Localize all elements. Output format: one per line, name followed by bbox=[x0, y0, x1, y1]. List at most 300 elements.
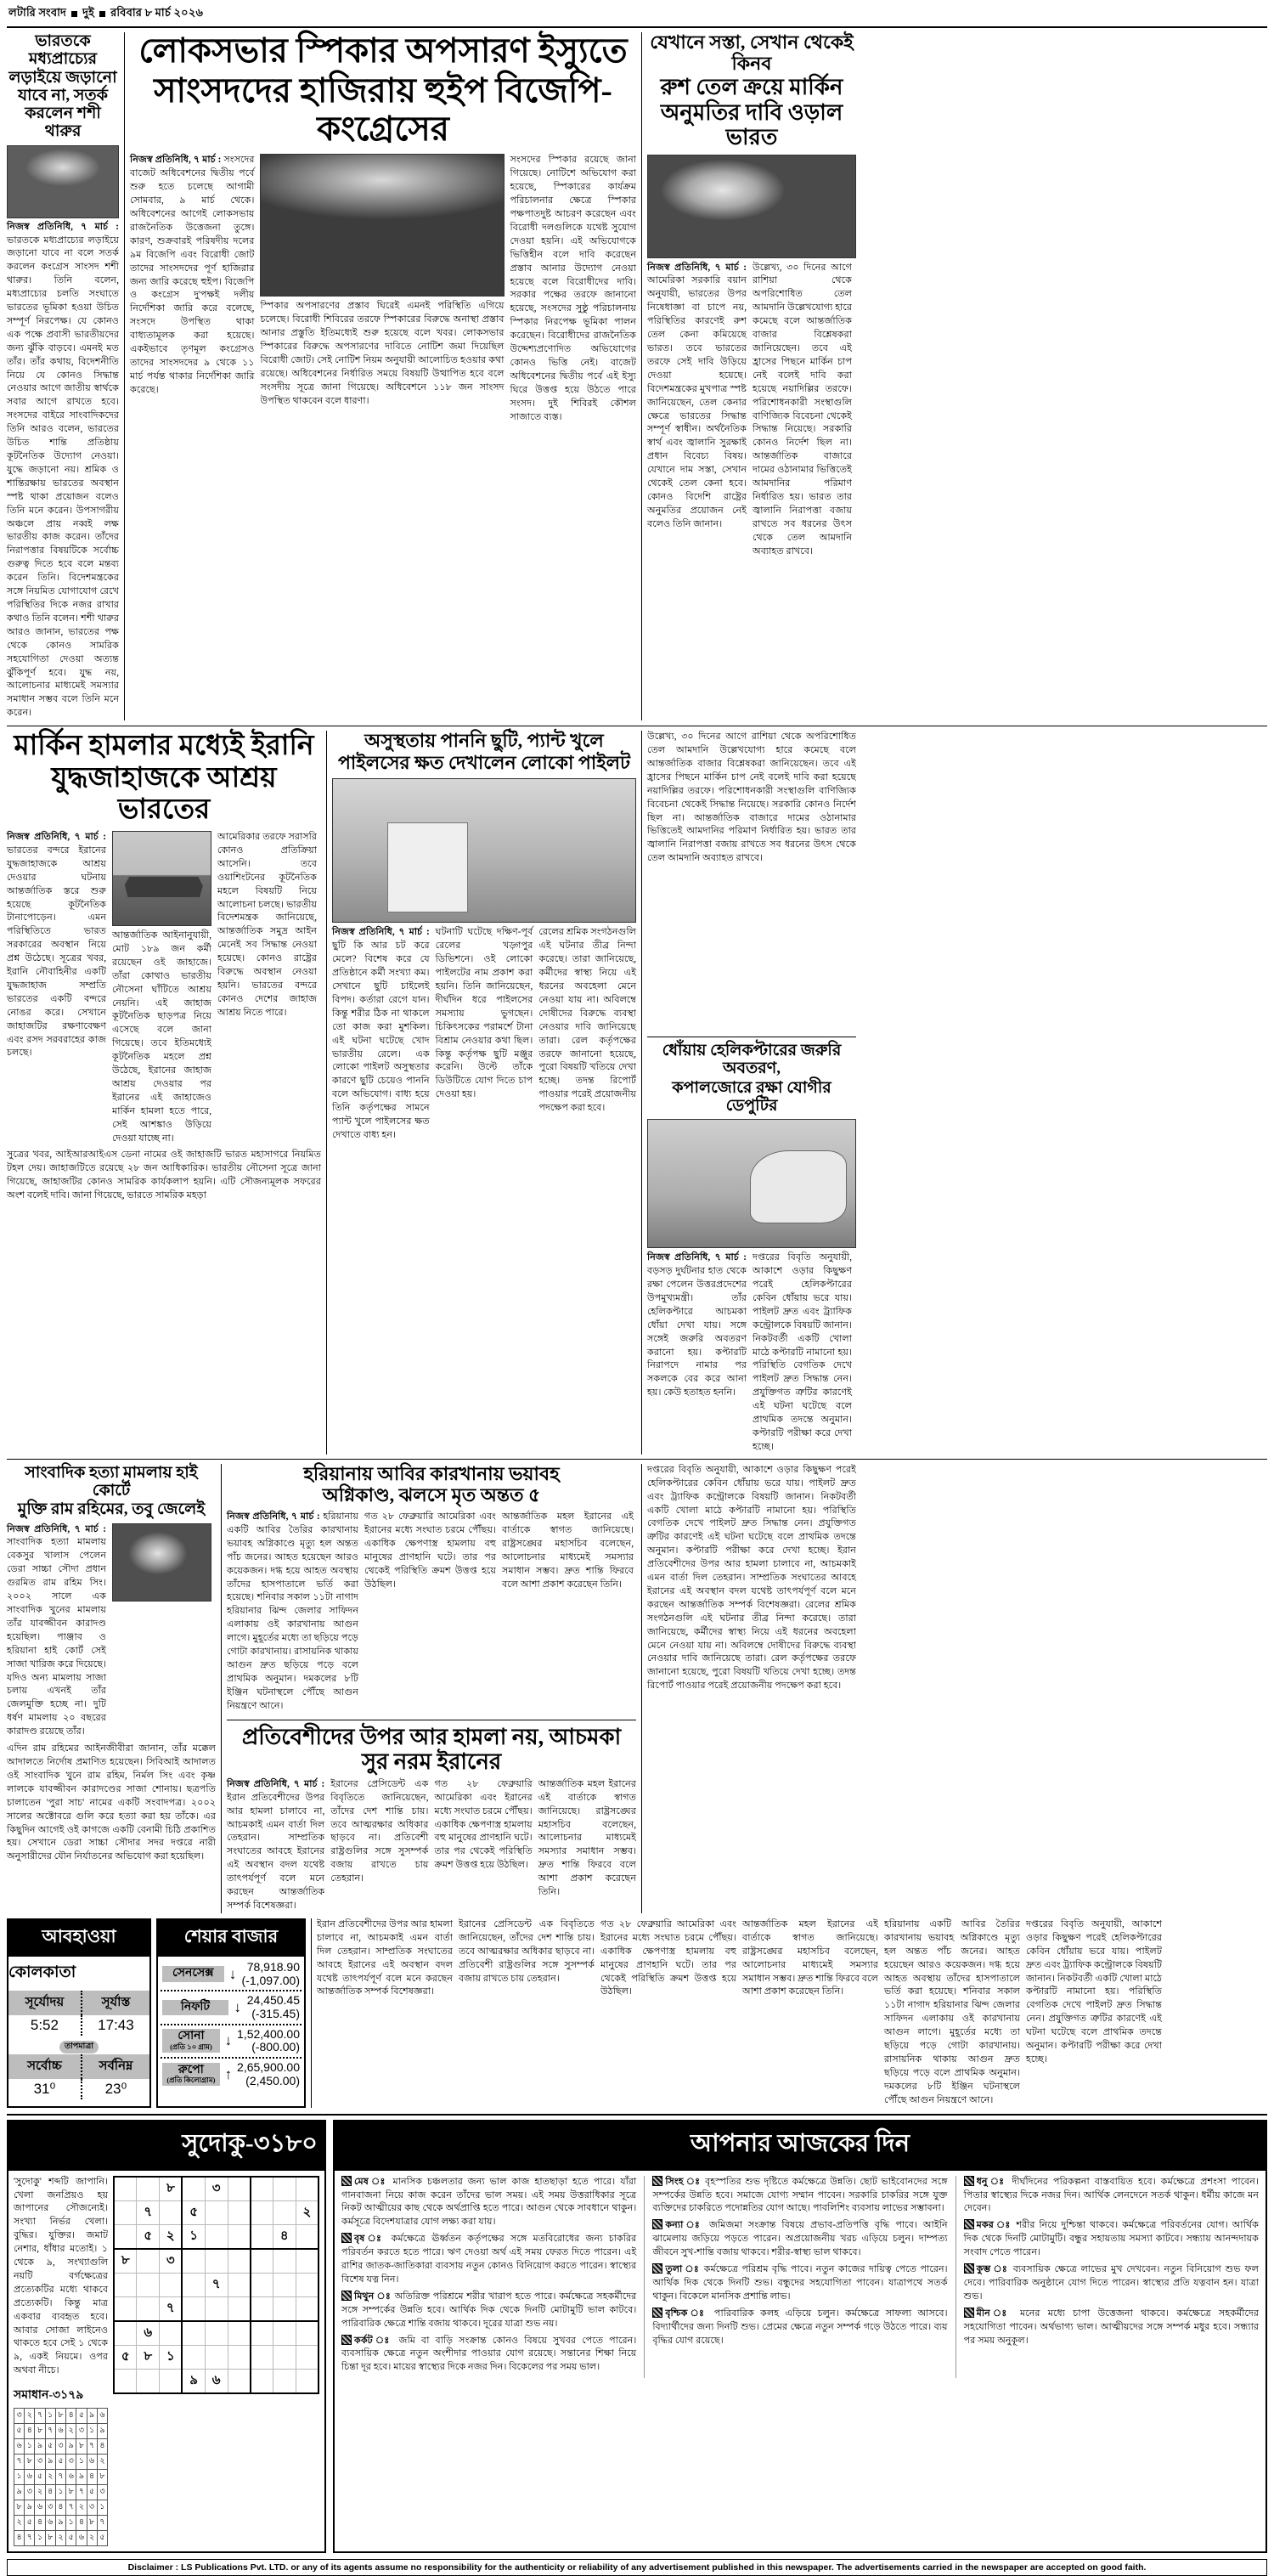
iranship-col-3: আমেরিকার তরফে সরাসরি কোনও প্রতিক্রিয়া আসেনি। তবে ওয়াশিংটনের কূটনৈতিক মহলে বিষয়টি নিয়ে আলোচনা চলছে। ভারতীয় বিদেশমন্ত্রক জানিয়েছে, আন্তর্জাতিক সমুদ্র আইন মেনেই সব সিদ্ধান্ত নেওয়া হয়েছে। কোনও রাষ্ট্রের বিরুদ্ধে অবস্থান নেওয়া হয়নি। ভারতের বন্দরে কোনও দেশের জাহাজ আশ্রয় নিতে পারে। bbox=[217, 831, 317, 1018]
sudoku-cell-6-8[interactable] bbox=[273, 2296, 296, 2321]
solution-cell-6-3: ২ bbox=[35, 2485, 45, 2500]
cont-col-1: ইরান প্রতিবেশীদের উপর আর হামলা চালাবে না, আচমকাই এমন বার্তা দিল তেহরান। সাম্প্রতিক সংঘাতের আবহে ইরানের এই অবস্থান বদল যথেষ্ট তাৎপর্যপূর্ণ বলে মনে করছেন আন্তর্জাতিক সম্পর্ক বিশেষজ্ঞরা। bbox=[317, 1918, 453, 1997]
cont-col-4: আন্তর্জাতিক মহল ইরানের এই বার্তাকে স্বাগত জানিয়েছে। রাষ্ট্রসঙ্ঘের মহাসচিব বলেছেন, আলোচনার মাধ্যমেই সমস্যার সমাধান সম্ভব। দ্রুত শান্তি ফিরবে বলে আশা প্রকাশ করেছেন তিনি। bbox=[742, 1918, 878, 1997]
sudoku-cell-2-2[interactable]: ৭ bbox=[137, 2200, 160, 2224]
solution-cell-3-4: ৫ bbox=[45, 2439, 55, 2455]
third-band bbox=[7, 1459, 1267, 1913]
sudoku-cell-1-8[interactable] bbox=[273, 2177, 296, 2201]
sudoku-cell-7-2[interactable]: ৬ bbox=[137, 2321, 160, 2346]
sudoku-cell-8-2[interactable]: ৮ bbox=[137, 2345, 160, 2369]
sudoku-cell-6-1[interactable] bbox=[114, 2296, 137, 2321]
horoscope-sign-name: সিংহ ঃ bbox=[665, 2176, 706, 2187]
solution-cell-6-7: ৭ bbox=[76, 2485, 87, 2500]
sudoku-cell-2-4[interactable]: ৫ bbox=[182, 2200, 205, 2224]
sudoku-puzzle-wrap[interactable] bbox=[113, 2176, 319, 2547]
sudoku-cell-1-5[interactable]: ৩ bbox=[205, 2177, 228, 2201]
sudoku-cell-9-3[interactable] bbox=[160, 2369, 183, 2393]
horoscope-sign-name: বৃষ ঃ bbox=[354, 2234, 392, 2245]
solution-cell-1-5: ৮ bbox=[55, 2409, 65, 2424]
zodiac-sign-icon bbox=[964, 2219, 974, 2229]
solution-cell-8-9: ৭ bbox=[97, 2516, 107, 2531]
solution-cell-7-6: ৭ bbox=[66, 2500, 76, 2516]
solution-cell-2-2: ৪ bbox=[25, 2424, 35, 2439]
sudoku-cell-4-2[interactable] bbox=[137, 2249, 160, 2274]
max-temp-value: 31⁰ bbox=[33, 2080, 56, 2097]
sudoku-cell-6-3[interactable]: ৭ bbox=[160, 2296, 183, 2321]
horoscope-sign-text: শরীর নিয়ে দুশ্চিন্তা থাকবে। কর্মক্ষেত্রে পরিবর্তনের যোগ। আর্থিক দিক থেকে দিনটি মোটামুটি। বন্ধুর সহায়তায় সমস্যা কাটবে। সন্ধ্যায় আনন্দদায়ক সংবাদ পেতে পারেন। bbox=[963, 2220, 1259, 2258]
solution-cell-4-4: ৯ bbox=[45, 2455, 55, 2470]
solution-cell-8-7: ৪ bbox=[76, 2516, 87, 2531]
sudoku-cell-1-7[interactable] bbox=[251, 2177, 273, 2201]
sudoku-cell-6-5[interactable] bbox=[205, 2296, 228, 2321]
sudoku-cell-1-2[interactable] bbox=[137, 2177, 160, 2201]
horoscope-entry-বৃষ bbox=[341, 2233, 636, 2287]
sudoku-cell-9-6[interactable] bbox=[228, 2369, 251, 2393]
oil-byline: নিজস্ব প্রতিনিধি, ৭ মার্চ : bbox=[647, 262, 747, 273]
iran-softer-columns bbox=[227, 1778, 636, 1913]
solution-cell-3-8: ৭ bbox=[87, 2439, 97, 2455]
market-value-nifty: 24,450.45 (-315.45) bbox=[246, 1993, 300, 2020]
sudoku-cell-4-9[interactable] bbox=[296, 2249, 318, 2274]
horoscope-sign-text: অতিরিক্ত পরিশ্রমে শরীর খারাপ হতে পারে। কর্মক্ষেত্রে সহকর্মীদের সঙ্গে সম্পর্কের উন্নতি হবে। আর্থিক দিক থেকে দিনটি মোটামুটি ভাল কাটবে। পারিবারিক ক্ষেত্রে শান্তি বজায় থাকবে। দূরের যাত্রা শুভ নয়। bbox=[341, 2291, 637, 2329]
main-lead-col2-text: স্পিকার অপসারণের প্রস্তাব ঘিরেই এমনই পরিস্থিতি এগিয়ে চলেছে। বিরোধী শিবিরের তরফে স্পিকারের বিরুদ্ধে অনাস্থা প্রস্তাব আনার প্রস্তুতি ইতিমধ্যেই শুরু হয়েছে বলে খবর। লোকসভার স্পিকারের বিরুদ্ধে অপসারণের দাবিতে নোটিশ জমা দিয়েছিল বিরোধী জোট। সেই নোটিশ নিয়ম অনুযায়ী আলোচিত হওয়ার কথা রয়েছে। অধিবেশনের নির্ধারিত সময়ে বিষয়টি উত্থাপিত হবে বলে সংসদীয় সূত্রে জানা গিয়েছে। অধিবেশনে ১১৮ জন সাংসদ উপস্থিত থাকবেন বলে ধারণা। bbox=[260, 301, 505, 406]
solution-cell-4-9: ২ bbox=[97, 2455, 107, 2470]
horoscope-sign-text: জমিজমা সংক্রান্ত বিষয়ে প্রভাব-প্রতিপত্তি বৃদ্ধি পাবে। আইনি ঝামেলায় জড়িয়ে পড়তে পারেন। অপ্রয়োজনীয় খরচ এড়িয়ে চলুন। দাম্পত্য জীবনে সুখ-শান্তি বজায় থাকবে। শরীর-স্বাস্থ্য ভাল থাকবে। bbox=[652, 2220, 948, 2258]
market-name-nifty: নিফটি bbox=[162, 2000, 228, 2016]
zodiac-sign-icon bbox=[964, 2308, 974, 2318]
main-lead-photo-wrap bbox=[260, 154, 504, 424]
solution-cell-6-1: ৯ bbox=[14, 2485, 25, 2500]
solution-cell-5-3: ৫ bbox=[35, 2470, 45, 2485]
solution-cell-7-2: ৯ bbox=[25, 2500, 35, 2516]
sudoku-cell-4-1[interactable]: ৮ bbox=[114, 2249, 137, 2274]
tharoor-text: ভারতকে মধ্যপ্রাচ্যের লড়াইয়ে জড়ানো যাবে না বলে সতর্ক করলেন কংগ্রেস সাংসদ শশী থারুর। তিনি বলেন, মধ্যপ্রাচ্যের চলতি সংঘাতে ভারতের ভূমিকা হওয়া উচিত সম্পূর্ণ নিরপেক্ষ। যে কোনও এক পক্ষে প্রবাসী ভারতীয়দের জন্য ঝুঁকি বাড়বে। এমনই মত তাঁর। তাঁর কথায়, বিদেশনীতি নিয়ে যে কোনও সিদ্ধান্ত নেওয়ার আগে জাতীয় স্বার্থকে সবার আগে রাখতে হবে। সংসদের বাইরে সাংবাদিকদের তিনি আরও বলেন, ভারতের উচিত শান্তি প্রতিষ্ঠায় কূটনৈতিক উদ্যোগ নেওয়া। যুদ্ধে জড়ানো নয়। শ্রমিক ও শান্তিরক্ষায় ভারতের অবস্থান স্পষ্ট থাকা প্রয়োজন বলেও তিনি মনে করেন। উপসাগরীয় অঞ্চলে প্রায় নব্বই লক্ষ ভারতীয় কাজ করেন। তাঁদের নিরাপত্তার বিষয়টিকে সর্বোচ্চ গুরুত্ব দিতে হবে বলে মন্তব্য করেন তিনি। বিদেশমন্ত্রকের সঙ্গে নিয়মিত যোগাযোগ রেখে পরিস্থিতির দিকে নজর রাখার কথাও তিনি বলেন। শশী থারুর আরও জানান, ভারতের পক্ষ থেকে কোনও সামরিক সহযোগিতা দেওয়া অত্যন্ত ঝুঁকিপূর্ণ হবে। যুদ্ধ নয়, আলোচনার মাধ্যমেই সমস্যার সমাধান সম্ভব বলে তিনি মনে করেন। bbox=[7, 234, 119, 719]
zodiac-sign-icon bbox=[652, 2308, 662, 2318]
sudoku-cell-8-5[interactable] bbox=[205, 2345, 228, 2369]
solution-cell-7-4: ৩ bbox=[45, 2500, 55, 2516]
sudoku-cell-5-4[interactable] bbox=[182, 2273, 205, 2296]
min-temp-value: 23⁰ bbox=[82, 2079, 149, 2099]
solution-cell-4-7: ১ bbox=[76, 2455, 87, 2470]
market-arrow-down-icon-sensex: ↓ bbox=[228, 1965, 237, 1982]
chopper-continued bbox=[647, 1464, 856, 1913]
sudoku-title: সুদোকু-৩১৮০ bbox=[8, 2121, 324, 2171]
ramrahim-col-1 bbox=[7, 1523, 106, 1740]
oil-headline-line1: যেখানে সস্তা, সেখান থেকেই কিনব bbox=[650, 31, 854, 74]
sudoku-cell-7-8[interactable] bbox=[273, 2321, 296, 2346]
solution-cell-3-7: ৮ bbox=[76, 2439, 87, 2455]
sudoku-cell-4-3[interactable]: ৩ bbox=[160, 2249, 183, 2274]
tharoor-body bbox=[7, 221, 119, 721]
masthead-rule bbox=[7, 26, 1267, 28]
solution-cell-2-1: ৫ bbox=[14, 2424, 25, 2439]
weather-title: আবহাওয়া bbox=[8, 1920, 149, 1957]
ramrahim-col1-text: সাংবাদিক হত্যা মামলায় বেকসুর খালাস পেলেন ডেরা সাচ্চা সৌদা প্রধান গুরমিত রাম রহিম সিং। ২০০২ সালে এক সাংবাদিক খুনের মামলায় তাঁর যাবজ্জীবন কারাদণ্ড হয়েছিল। পাঞ্জাব ও হরিয়ানা হাই কোর্ট সেই সাজা খারিজ করে দিয়েছে। যদিও অন্য মামলায় সাজা চলায় এখনই তাঁর জেলমুক্তি হচ্ছে না। দুটি ধর্ষণ মামলায় ২০ বছরের কারাদণ্ড রয়েছে তাঁর। bbox=[7, 1537, 106, 1737]
sudoku-cell-8-8[interactable] bbox=[273, 2345, 296, 2369]
sudoku-cell-4-5[interactable] bbox=[205, 2249, 228, 2274]
main-headline-line1: লোকসভার স্পিকার অপসারণ ইস্যুতে bbox=[138, 31, 628, 70]
solution-cell-5-7: ৯ bbox=[76, 2470, 87, 2485]
iranship-col-4: সুত্রের খবর, আইআরআইএস ডেনা নামের ওই জাহাজটি ভারত মহাসাগরে নিয়মিত টহল দেয়। জাহাজটিতে রয়েছে ২৮ জন আধিকারিক। ভারতীয় নৌসেনা সূত্রে জানা গিয়েছে, জাহাজটির কোনও সামরিক কার্যকলাপ হয়নি। এটি সৌজন্যমূলক সফরের অংশ বলেই দাবি। জানা গিয়েছে, ভারতে সামরিক মহড়া bbox=[7, 1150, 321, 1201]
market-row-nifty bbox=[161, 1991, 302, 2025]
pilot-columns bbox=[332, 926, 636, 1143]
sudoku-cell-6-9[interactable] bbox=[296, 2296, 318, 2321]
sudoku-cell-9-2[interactable] bbox=[137, 2369, 160, 2393]
modi-photo bbox=[647, 155, 856, 258]
solution-cell-1-1: ৩ bbox=[14, 2409, 25, 2424]
pilot-col-2: ঘটনাটি ঘটেছে দক্ষিণ-পূর্ব রেলের খড়্গপুর ডিভিশনে। ওই লোকো পাইলটের নাম প্রকাশ করা হয়নি। তিনি জানিয়েছেন, দীর্ঘদিন ধরে পাইলসের সমস্যায় ভুগছেন। চিকিৎসকের পরামর্শে টানা বিশ্রাম নেওয়ার কথা ছিল। কিন্তু কর্তৃপক্ষ ছুটি মঞ্জুর করেনি। উল্টে তাঁকে ডিউটিতে যোগ দিতে চাপ দেওয়া হয়। bbox=[435, 927, 533, 1100]
main-lead-story bbox=[124, 32, 642, 720]
solution-cell-1-8: ৯ bbox=[87, 2409, 97, 2424]
horoscope-sign-text: ব্যবসায়িক ক্ষেত্রে লাভের মুখ দেখবেন। নতুন বিনিয়োগ শুভ ফল দেবে। পারিবারিক অনুষ্ঠানে যোগ দিতে পারেন। স্বাস্থ্যের প্রতি যত্নবান হন। যাত্রা শুভ। bbox=[963, 2264, 1259, 2302]
horoscope-entry-মীন bbox=[964, 2308, 1259, 2348]
tharoor-byline: নিজস্ব প্রতিনিধি, ৭ মার্চ : bbox=[7, 221, 119, 232]
solution-cell-2-9: ৯ bbox=[97, 2424, 107, 2439]
solution-cell-6-9: ৩ bbox=[97, 2485, 107, 2500]
horoscope-entry-সিংহ bbox=[652, 2176, 947, 2217]
chopper-columns bbox=[647, 1251, 856, 1455]
market-name-silver: রুপো (প্রতি কিলোগ্রাম) bbox=[162, 2063, 220, 2087]
sudoku-cell-3-6[interactable] bbox=[228, 2224, 251, 2249]
oil-col1-text: আমেরিকা সরকারি বয়ান অনুযায়ী, ভারতের উপর নিষেধাজ্ঞা বা চাপে নয়, পরিস্থিতির কারণেই রুশ তেল কেনা কমিয়েছে ভারত। তবে ভারতের তরফে সেই দাবি উড়িয়ে দেওয়া হয়েছে। বিদেশমন্ত্রকের মুখপাত্র স্পষ্ট জানিয়েছেন, তেল কেনার ক্ষেত্রে ভারতের সিদ্ধান্ত সম্পূর্ণ স্বাধীন। অর্থনৈতিক স্বার্থ এবং জ্বালানি সুরক্ষাই প্রধান বিবেচ্য বিষয়। যেখানে দাম সস্তা, সেখান থেকেই তেল কেনা হবে। কোনও বিদেশি রাষ্ট্রের অনুমতির প্রয়োজন নেই বলেও তিনি জানান। bbox=[647, 275, 747, 529]
sudoku-cell-4-4[interactable] bbox=[182, 2249, 205, 2274]
iranship-col-1 bbox=[7, 831, 106, 1146]
iran-ship-story bbox=[7, 731, 321, 1455]
market-title: শেয়ার বাজার bbox=[158, 1920, 304, 1957]
sudoku-cell-2-3[interactable] bbox=[160, 2200, 183, 2224]
solution-row bbox=[14, 2500, 108, 2516]
solution-cell-8-2: ৫ bbox=[25, 2516, 35, 2531]
solution-cell-3-1: ৬ bbox=[14, 2439, 25, 2455]
solution-cell-8-1: ২ bbox=[14, 2516, 25, 2531]
sudoku-cell-2-7[interactable] bbox=[251, 2200, 273, 2224]
horoscope-sign-name: বৃশ্চিক ঃ bbox=[665, 2308, 714, 2319]
solution-cell-9-2: ৭ bbox=[25, 2531, 35, 2546]
chopper-col-1 bbox=[647, 1251, 747, 1455]
sudoku-cell-2-1[interactable] bbox=[114, 2200, 137, 2224]
market-name-gold: সোনা (প্রতি ১০ গ্রাম) bbox=[162, 2029, 220, 2053]
solution-cell-9-9: ৫ bbox=[97, 2531, 107, 2546]
horoscope-sign-text: কর্মক্ষেত্রে পরিশ্রম বৃদ্ধি পাবে। নতুন কাজের দায়িত্ব পেতে পারেন। আর্থিক দিক থেকে দিনটি শুভ। বন্ধুদের সহযোগিতা পাবেন। যাত্রাপথে সতর্ক থাকুন। বিকেলে মানসিক প্রশান্তি লাভ। bbox=[652, 2264, 948, 2302]
main-headline-line2: সাংসদদের হাজিরায় হুইপ বিজেপি-কংগ্রেসের bbox=[154, 71, 612, 148]
oil-story bbox=[647, 32, 856, 720]
pilot-headline-line1: অসুস্থতায় পাননি ছুটি, প্যান্ট খুলে bbox=[364, 730, 604, 752]
sudoku-cell-2-9[interactable]: ২ bbox=[296, 2200, 318, 2224]
solution-cell-5-6: ৬ bbox=[66, 2470, 76, 2485]
sudoku-cell-2-8[interactable] bbox=[273, 2200, 296, 2224]
ramrahim-byline: নিজস্ব প্রতিনিধি, ৭ মার্চ : bbox=[7, 1523, 106, 1534]
infoboxes-row bbox=[7, 1918, 1267, 2108]
sudoku-cell-3-8[interactable]: ৪ bbox=[273, 2224, 296, 2249]
fire-headline-line2: অগ্নিকাণ্ড, ঝলসে মৃত অন্তত ৫ bbox=[322, 1484, 541, 1506]
zodiac-sign-icon bbox=[652, 2219, 662, 2229]
sudoku-cell-7-6[interactable] bbox=[228, 2321, 251, 2346]
sudoku-cell-8-1[interactable]: ৫ bbox=[114, 2345, 137, 2369]
fire-col-2: গত ২৮ ফেব্রুয়ারি আমেরিকা এবং ইরানের মধ্যে সংঘাত চরমে পৌঁছয়। একাধিক ক্ষেপণাস্ত্র হামলায় বহু মানুষের প্রাণহানি ঘটে। তার পর থেকেই পরিস্থিতি ক্রমশ উত্তপ্ত হয়ে উঠছিল। bbox=[364, 1511, 496, 1590]
solution-cell-7-7: ২ bbox=[76, 2500, 87, 2516]
oil-col-2: উল্লেখ্য, ৩০ দিনের আগে রাশিয়া থেকে অপরিশোধিত তেল আমদানি উল্লেখযোগ্য হারে কমেছে বলে আন্তর্জাতিক বাজার বিশ্লেষকরা জানিয়েছেন। তবে এই হ্রাসের পিছনে মার্কিন চাপ নেই বলেই দাবি করা হয়েছে নয়াদিল্লির তরফে। পরিশোধনকারী সংস্থাগুলি বাণিজ্যিক বিবেচনা থেকেই সিদ্ধান্ত নিয়েছে। সরকারি কোনও নির্দেশ ছিল না। আন্তর্জাতিক বাজারে দামের ওঠানামার ভিত্তিতেই আমদানির পরিমাণ নির্ধারিত হয়। ভারত তার জ্বালানি নিরাপত্তা বজায় রাখতে সব ধরনের উৎস থেকে তেল আমদানি অব্যাহত রাখবে। bbox=[753, 262, 852, 556]
solution-cell-9-4: ৮ bbox=[45, 2531, 55, 2546]
solution-cell-6-2: ৩ bbox=[25, 2485, 35, 2500]
solution-cell-5-1: ১ bbox=[14, 2470, 25, 2485]
sudoku-cell-9-7[interactable] bbox=[251, 2369, 273, 2393]
sudoku-row bbox=[114, 2296, 318, 2321]
sudoku-cell-3-4[interactable]: ১ bbox=[182, 2224, 205, 2249]
oil-headline-line2: রুশ তেল ক্রয়ে মার্কিন bbox=[660, 75, 843, 100]
sudoku-cell-5-1[interactable] bbox=[114, 2273, 137, 2296]
solution-cell-5-8: ৪ bbox=[87, 2470, 97, 2485]
market-value-silver: 2,65,900.00 (2,450.00) bbox=[237, 2059, 300, 2087]
masthead-separator-icon-2 bbox=[99, 11, 105, 17]
sudoku-cell-2-6[interactable] bbox=[228, 2200, 251, 2224]
sudoku-cell-9-1[interactable] bbox=[114, 2369, 137, 2393]
solution-row bbox=[14, 2424, 108, 2439]
sudoku-cell-5-5[interactable]: ৭ bbox=[205, 2273, 228, 2296]
sudoku-cell-6-6[interactable] bbox=[228, 2296, 251, 2321]
iran-softer-col-4: আন্তর্জাতিক মহল ইরানের এই বার্তাকে স্বাগত জানিয়েছে। রাষ্ট্রসঙ্ঘের মহাসচিব বলেছেন, আলোচনার মাধ্যমেই সমস্যার সমাধান সম্ভব। দ্রুত শান্তি ফিরবে বলে আশা প্রকাশ করেছেন তিনি। bbox=[538, 1778, 636, 1898]
horoscope-title: আপনার আজকের দিন bbox=[335, 2121, 1266, 2171]
sudoku-row bbox=[114, 2321, 318, 2346]
solution-cell-5-5: ৭ bbox=[55, 2470, 65, 2485]
sudoku-cell-1-1[interactable] bbox=[114, 2177, 137, 2201]
tharoor-photo bbox=[7, 145, 119, 218]
solution-cell-8-4: ৬ bbox=[45, 2516, 55, 2531]
market-arrow-up-icon-silver: ↑ bbox=[224, 2065, 233, 2082]
tharoor-story bbox=[7, 32, 119, 720]
sudoku-cell-4-6[interactable] bbox=[228, 2249, 251, 2274]
horoscope-entry-বৃশ্চিক bbox=[652, 2308, 947, 2348]
fire-col1-text: হরিয়ানায় একটি আবির তৈরির কারখানায় ভয়াবহ অগ্নিকাণ্ডে মৃত্যু হল অন্তত পাঁচ জনের। আহত হয়েছেন আরও কয়েকজন। দগ্ধ হয়ে আহত অবস্থায় তাঁদের হাসপাতালে ভর্তি করা হয়েছে। শনিবার সকাল ১১টা নাগাদ হরিয়ানার ঝিন্দ জেলার সাফিদন এলাকায় ওই কারখানায় আগুন লাগে। মুহূর্তের মধ্যে তা ছড়িয়ে পড়ে গোটা কারখানায়। রাসায়নিক থাকায় আগুন দ্রুত ছড়িয়ে পড়ে বলে প্রাথমিক অনুমান। দমকলের ৮টি ইঞ্জিন ঘটনাস্থলে পৌঁছে আগুন নিয়ন্ত্রণে আনে। bbox=[227, 1511, 358, 1711]
solution-cell-7-8: ৩ bbox=[87, 2500, 97, 2516]
solution-cell-6-6: ৮ bbox=[66, 2485, 76, 2500]
main-lead-col-1 bbox=[130, 154, 254, 424]
market-name-sensex: সেনসেক্স bbox=[162, 1966, 224, 1982]
fire-columns bbox=[227, 1511, 636, 1714]
ramrahim-columns bbox=[7, 1523, 216, 1740]
horoscope-sign-name: ধনু ঃ bbox=[976, 2176, 1012, 2187]
sudoku-cell-3-3[interactable]: ২ bbox=[160, 2224, 183, 2249]
sudoku-left-col bbox=[14, 2176, 108, 2547]
sudoku-cell-9-4[interactable]: ৯ bbox=[182, 2369, 205, 2393]
solution-cell-4-3: ৩ bbox=[35, 2455, 45, 2470]
main-lead-col1-text: সংসদের বাজেট অধিবেশনের দ্বিতীয় পর্বে শুরু হতে চলেছে আগামী সোমবার, ৯ মার্চ থেকে। অধিবেশনের আগেই লোকসভায় রাজনৈতিক উত্তেজনা তুঙ্গে। কারণ, শুক্রবারই পরিষদীয় দলের ৯ম বিজেপি এবং বিরোধী জোট তাদের সাংসদদের পূর্ণ হাজিরার জন্য জারি করেছে হুইপ। বিজেপি ও কংগ্রেস দু'পক্ষই দলীয় নির্দেশিকা জারি করে বলেছে, সংসদে উপস্থিত থাকা বাধ্যতামূলক করা হয়েছে। একইভাবে তৃণমূল কংগ্রেসও তাদের সাংসদদের ৯ থেকে ১১ মার্চ পর্যন্ত থাকার নির্দেশিকা জারি করেছে। bbox=[130, 155, 255, 395]
horoscope-entry-মকর bbox=[964, 2219, 1259, 2260]
market-arrow-down-icon-nifty: ↓ bbox=[234, 1998, 242, 2015]
weather-box bbox=[7, 1918, 151, 2108]
min-temp-label: সর্বনিম্ন bbox=[82, 2054, 149, 2079]
chopper-story bbox=[647, 731, 856, 1455]
solution-cell-4-1: ৭ bbox=[14, 2455, 25, 2470]
sudoku-cell-8-9[interactable] bbox=[296, 2345, 318, 2369]
horoscope-col-1 bbox=[341, 2176, 636, 2379]
temperature-chip: তাপমাত্রা bbox=[59, 2041, 99, 2053]
sudoku-cell-3-1[interactable] bbox=[114, 2224, 137, 2249]
solution-cell-1-7: ৫ bbox=[76, 2409, 87, 2424]
sudoku-puzzle-grid[interactable] bbox=[113, 2176, 319, 2394]
sudoku-cell-5-3[interactable] bbox=[160, 2273, 183, 2296]
paper-name: লটারি সংবাদ bbox=[8, 6, 67, 19]
solution-row bbox=[14, 2409, 108, 2424]
solution-cell-4-2: ৮ bbox=[25, 2455, 35, 2470]
zodiac-sign-icon bbox=[341, 2233, 352, 2243]
main-lead-columns bbox=[130, 154, 636, 424]
pilot-col-1 bbox=[332, 926, 430, 1143]
solution-cell-1-2: ২ bbox=[25, 2409, 35, 2424]
horoscope-entry-তুলা bbox=[652, 2263, 947, 2304]
sudoku-cell-7-3[interactable] bbox=[160, 2321, 183, 2346]
horoscope-box bbox=[333, 2120, 1267, 2554]
sudoku-cell-5-2[interactable] bbox=[137, 2273, 160, 2296]
sudoku-cell-6-4[interactable] bbox=[182, 2296, 205, 2321]
horoscope-sign-text: পারিবারিক কলহ এড়িয়ে চলুন। কর্মক্ষেত্রে সাফল্য আসবে। বিদ্যার্থীদের জন্য দিনটি শুভ। প্রেমের ক্ষেত্রে নতুন সম্পর্ক গড়ে উঠতে পারে। ব্যয় বৃদ্ধির যোগ রয়েছে। bbox=[652, 2308, 948, 2346]
solution-cell-8-6: ১ bbox=[66, 2516, 76, 2531]
sudoku-cell-6-2[interactable] bbox=[137, 2296, 160, 2321]
solution-cell-1-3: ৭ bbox=[35, 2409, 45, 2424]
iran-softer-col1-text: ইরান প্রতিবেশীদের উপর আর হামলা চালাবে না, আচমকাই এমন বার্তা দিল তেহরান। সাম্প্রতিক সংঘাতের আবহে ইরানের এই অবস্থান বদল যথেষ্ট তাৎপর্যপূর্ণ বলে মনে করছেন আন্তর্জাতিক সম্পর্ক বিশেষজ্ঞরা। bbox=[227, 1792, 325, 1911]
iranship-col2-text: আন্তর্জাতিক আইনানুযায়ী, মোট ১৮৯ জন কর্মী রয়েছেন ওই জাহাজে। তাঁরা কোথাও ভারতীয় নৌসেনা ঘাঁটিতে আশ্রয় নেয়নি। এই জাহাজ কূটনৈতিক ছাড়পত্র নিয়ে এসেছে বলে জানা গিয়েছে। তবে ইতিমধ্যেই কূটনৈতিক মহলে প্রশ্ন উঠেছে, ইরানের জাহাজ আশ্রয় দেওয়ার পর ইরানের এই জাহাজেও মার্কিন হামলা হতে পারে, সেই আশঙ্কাও উড়িয়ে দেওয়া যাচ্ছে না। bbox=[112, 929, 211, 1144]
sudoku-cell-3-9[interactable] bbox=[296, 2224, 318, 2249]
sudoku-cell-1-6[interactable] bbox=[228, 2177, 251, 2201]
solution-cell-7-5: ৪ bbox=[55, 2500, 65, 2516]
sudoku-cell-4-7[interactable] bbox=[251, 2249, 273, 2274]
solution-cell-2-6: ২ bbox=[66, 2424, 76, 2439]
solution-cell-5-4: ২ bbox=[45, 2470, 55, 2485]
sudoku-cell-8-6[interactable] bbox=[228, 2345, 251, 2369]
market-rows bbox=[158, 1957, 304, 2092]
horoscope-sign-text: বৃহস্পতির শুভ দৃষ্টিতে কর্মক্ষেত্রে উন্নতি। ছোট ভাইবোনদের সঙ্গে সম্পর্কের উন্নতি হবে। সমাজে যোগ্য সম্মান পাবেন। সরকারি চাকরির সঙ্গে যুক্ত ব্যক্তিদের চাকরিতে পদোন্নতির যোগ আছে। পাবলিশিং ব্যবসায় লাভের সম্ভাবনা। bbox=[652, 2176, 948, 2214]
sudoku-cell-9-5[interactable]: ৬ bbox=[205, 2369, 228, 2393]
horoscope-sign-text: জমি বা বাড়ি সংক্রান্ত কোনও বিষয়ে সুখবর পেতে পারেন। ব্যবসায়িক ক্ষেত্রে নতুন অংশীদার পাওয়ার যোগ রয়েছে। সন্তানের শিক্ষা নিয়ে চিন্তা দূর হবে। মায়ের স্বাস্থ্যের দিকে নজর দিন। বিকেলের পর সময় ভাল। bbox=[341, 2335, 637, 2373]
sudoku-cell-2-5[interactable] bbox=[205, 2200, 228, 2224]
solution-row bbox=[14, 2439, 108, 2455]
solution-cell-8-3: ৪ bbox=[35, 2516, 45, 2531]
bottom-continuation bbox=[311, 1918, 1267, 2108]
horoscope-sign-name: তুলা ঃ bbox=[665, 2264, 704, 2275]
iranship-col1-text: ভারতের বন্দরে ইরানের যুদ্ধজাহাজকে আশ্রয় দেওয়ার ঘটনায় আন্তর্জাতিক স্তরে শুরু হয়েছে কূটনৈতিক টানাপোড়েন। এমন পরিস্থিতিতে ভারত সরকারের অবস্থান নিয়ে প্রশ্ন উঠেছে। সূত্রের খবর, ইরানি নৌবাহিনীর একটি যুদ্ধজাহাজ সম্প্রতি ভারতের একটি বন্দরে নোঙর করে। সেখানে জাহাজটির রক্ষণাবেক্ষণ এবং রসদ সরবরাহের কাজ চলছে। bbox=[7, 845, 106, 1059]
warship-photo bbox=[112, 831, 211, 926]
weather-city: কোলকাতা bbox=[8, 1963, 76, 1981]
sudoku-cell-9-8[interactable] bbox=[273, 2369, 296, 2393]
ramrahim-col-2 bbox=[112, 1523, 211, 1740]
sudoku-cell-7-4[interactable] bbox=[182, 2321, 205, 2346]
sudoku-cell-4-8[interactable] bbox=[273, 2249, 296, 2274]
sudoku-cell-5-9[interactable] bbox=[296, 2273, 318, 2296]
zodiac-sign-icon bbox=[964, 2176, 974, 2186]
solution-cell-6-4: ৪ bbox=[45, 2485, 55, 2500]
horoscope-sign-text: মনের মধ্যে চাপা উত্তেজনা থাকবে। কর্মক্ষেত্রে সহকর্মীদের সহযোগিতা পাবেন। অর্থভাগ্য ভাল। আত্মীয়দের সঙ্গে সম্পর্ক মধুর হবে। সন্ধ্যার পর সময় অনুকূল। bbox=[963, 2308, 1259, 2346]
sunrise-value: 5:52 bbox=[30, 2016, 59, 2033]
puzzle-horoscope-band bbox=[7, 2114, 1267, 2554]
sudoku-cell-7-9[interactable] bbox=[296, 2321, 318, 2346]
sudoku-cell-3-5[interactable] bbox=[205, 2224, 228, 2249]
sudoku-cell-7-1[interactable] bbox=[114, 2321, 137, 2346]
pilot-byline: নিজস্ব প্রতিনিধি, ৭ মার্চ : bbox=[332, 927, 430, 938]
solution-cell-2-3: ৮ bbox=[35, 2424, 45, 2439]
sudoku-cell-6-7[interactable] bbox=[251, 2296, 273, 2321]
sudoku-row bbox=[114, 2369, 318, 2393]
weather-table bbox=[8, 1991, 149, 2099]
sudoku-cell-5-8[interactable] bbox=[273, 2273, 296, 2296]
solution-cell-9-6: ৫ bbox=[66, 2531, 76, 2546]
sudoku-cell-8-4[interactable] bbox=[182, 2345, 205, 2369]
solution-cell-4-5: ৫ bbox=[55, 2455, 65, 2470]
iranship-byline: নিজস্ব প্রতিনিধি, ৭ মার্চ : bbox=[7, 831, 106, 842]
solution-cell-6-5: ১ bbox=[55, 2485, 65, 2500]
oil-col-1 bbox=[647, 262, 747, 559]
sudoku-cell-1-3[interactable]: ৮ bbox=[160, 2177, 183, 2201]
sudoku-cell-8-3[interactable]: ১ bbox=[160, 2345, 183, 2369]
sudoku-cell-1-4[interactable] bbox=[182, 2177, 205, 2201]
horoscope-sign-name: মকর ঃ bbox=[976, 2220, 1017, 2231]
chopper-headline-line2: কপালজোরে রক্ষা যোগীর ডেপুটির bbox=[672, 1078, 831, 1115]
sudoku-box bbox=[7, 2120, 326, 2554]
zodiac-sign-icon bbox=[341, 2176, 352, 2186]
sudoku-body bbox=[8, 2171, 324, 2552]
pilot-photo bbox=[332, 778, 636, 923]
sunrise-label: সূর্যোদয় bbox=[8, 1991, 82, 2015]
sudoku-solution-label: সমাধান-৩১৭৯ bbox=[14, 2389, 84, 2403]
iranship-columns bbox=[7, 831, 321, 1146]
cont-col-3: গত ২৮ ফেব্রুয়ারি আমেরিকা এবং ইরানের মধ্যে সংঘাত চরমে পৌঁছয়। একাধিক ক্ষেপণাস্ত্র হামলায় বহু মানুষের প্রাণহানি ঘটে। তার পর থেকেই পরিস্থিতি ক্রমশ উত্তপ্ত হয়ে উঠছিল। bbox=[600, 1918, 736, 1997]
solution-cell-2-8: ১ bbox=[87, 2424, 97, 2439]
oil-headline-line3: অনুমতির দাবি ওড়াল ভারত bbox=[660, 100, 843, 150]
pilot-col-3: রেলের শ্রমিক সংগঠনগুলি এই ঘটনার তীব্র নিন্দা করেছে। তারা জানিয়েছে, কর্মীদের স্বাস্থ্য নিয়ে এই ধরনের অবহেলা মেনে নেওয়া যায় না। অবিলম্বে দোষীদের বিরুদ্ধে ব্যবস্থা নেওয়ার দাবি জানিয়েছে তারা। রেল কর্তৃপক্ষের তরফে জানানো হয়েছে, পুরো বিষয়টি খতিয়ে দেখা হচ্ছে। তদন্ত রিপোর্ট পাওয়ার পরেই প্রয়োজনীয় পদক্ষেপ করা হবে। bbox=[538, 927, 637, 1114]
solution-row bbox=[14, 2516, 108, 2531]
horoscope-entry-ধনু bbox=[964, 2176, 1259, 2217]
tharoor-headline: ভারতকে মধ্যপ্রাচ্যের লড়াইয়ে জড়ানো যাবে না, সতর্ক করলেন শশী থারুর bbox=[8, 32, 117, 141]
solution-cell-1-6: ৪ bbox=[66, 2409, 76, 2424]
sudoku-cell-5-7[interactable] bbox=[251, 2273, 273, 2296]
parliament-photo bbox=[260, 154, 504, 297]
sudoku-row bbox=[114, 2200, 318, 2224]
market-box bbox=[156, 1918, 306, 2108]
zodiac-sign-icon bbox=[341, 2291, 352, 2301]
sunset-label: সূর্যাস্ত bbox=[82, 1991, 149, 2015]
sudoku-cell-1-9[interactable] bbox=[296, 2177, 318, 2201]
solution-cell-6-8: ৫ bbox=[87, 2485, 97, 2500]
horoscope-entry-কুম্ভ bbox=[964, 2263, 1259, 2304]
top-band bbox=[7, 32, 1267, 720]
horoscope-sign-name: কুম্ভ ঃ bbox=[976, 2264, 1013, 2275]
fire-col-1 bbox=[227, 1511, 358, 1714]
horoscope-sign-name: মেষ ঃ bbox=[354, 2176, 393, 2187]
iran-softer-col-3: গত ২৮ ফেব্রুয়ারি আমেরিকা এবং ইরানের মধ্যে সংঘাত চরমে পৌঁছয়। একাধিক ক্ষেপণাস্ত্র হামলায় বহু মানুষের প্রাণহানি ঘটে। তার পর থেকেই পরিস্থিতি ক্রমশ উত্তপ্ত হয়ে উঠছিল। bbox=[434, 1778, 533, 1871]
sudoku-row bbox=[114, 2249, 318, 2274]
market-row-silver bbox=[161, 2059, 302, 2090]
solution-row bbox=[14, 2470, 108, 2485]
solution-cell-9-1: ৪ bbox=[14, 2531, 25, 2546]
sudoku-cell-9-9[interactable] bbox=[296, 2369, 318, 2393]
zodiac-sign-icon bbox=[652, 2176, 662, 2186]
solution-cell-7-3: ৬ bbox=[35, 2500, 45, 2516]
sudoku-row bbox=[114, 2345, 318, 2369]
sudoku-cell-3-7[interactable] bbox=[251, 2224, 273, 2249]
solution-cell-9-5: ২ bbox=[55, 2531, 65, 2546]
iran-softer-col-2: ইরানের প্রেসিডেন্ট এক বিবৃতিতে জানিয়েছেন, তাঁদের দেশ শান্তি চায়। তবে আত্মরক্ষার অধিকার ছাড়বে না। প্রতিবেশী রাষ্ট্রগুলির সঙ্গে সুসম্পর্ক বজায় রাখতে চায় তেহরান। bbox=[330, 1778, 429, 1884]
cont-col-5: হরিয়ানায় একটি আবির তৈরির কারখানায় ভয়াবহ অগ্নিকাণ্ডে মৃত্যু হল অন্তত পাঁচ জনের। আহত হয়েছেন আরও কয়েকজন। দগ্ধ হয়ে আহত অবস্থায় তাঁদের হাসপাতালে ভর্তি করা হয়েছে। শনিবার সকাল ১১টা নাগাদ হরিয়ানার ঝিন্দ জেলার সাফিদন এলাকায় ওই কারখানায় আগুন লাগে। মুহূর্তের মধ্যে তা ছড়িয়ে পড়ে গোটা কারখানায়। রাসায়নিক থাকায় আগুন দ্রুত ছড়িয়ে পড়ে বলে প্রাথমিক অনুমান। দমকলের ৮টি ইঞ্জিন ঘটনাস্থলে পৌঁছে আগুন নিয়ন্ত্রণে আনে। bbox=[884, 1918, 1020, 2105]
chopper-byline: নিজস্ব প্রতিনিধি, ৭ মার্চ : bbox=[647, 1252, 747, 1263]
solution-cell-9-8: ২ bbox=[87, 2531, 97, 2546]
solution-cell-5-2: ৬ bbox=[25, 2470, 35, 2485]
sudoku-cell-8-7[interactable] bbox=[251, 2345, 273, 2369]
sudoku-cell-7-7[interactable] bbox=[251, 2321, 273, 2346]
sudoku-cell-5-6[interactable] bbox=[228, 2273, 251, 2296]
chopper-continued-text-3: রেলের শ্রমিক সংগঠনগুলি এই ঘটনার তীব্র নিন্দা করেছে। তারা জানিয়েছে, কর্মীদের স্বাস্থ্য নিয়ে এই ধরনের অবহেলা মেনে নেওয়া যায় না। অবিলম্বে দোষীদের বিরুদ্ধে ব্যবস্থা নেওয়ার দাবি জানিয়েছে তারা। রেল কর্তৃপক্ষের তরফে জানানো হয়েছে, পুরো বিষয়টি খতিয়ে দেখা হচ্ছে। তদন্ত রিপোর্ট পাওয়ার পরেই প্রয়োজনীয় পদক্ষেপ করা হবে। bbox=[647, 1599, 856, 1692]
horoscope-sign-name: কর্কট ঃ bbox=[354, 2335, 399, 2346]
horoscope-sign-text: দীর্ঘদিনের পরিকল্পনা বাস্তবায়িত হবে। কর্মক্ষেত্রে প্রশংসা পাবেন। পিতার স্বাস্থ্যের দিকে নজর দিন। আর্থিক লেনদেনে সতর্ক থাকুন। ধর্মীয় কাজে মন দেবেন। bbox=[963, 2176, 1259, 2214]
sudoku-cell-7-5[interactable] bbox=[205, 2321, 228, 2346]
sudoku-cell-3-2[interactable]: ৫ bbox=[137, 2224, 160, 2249]
